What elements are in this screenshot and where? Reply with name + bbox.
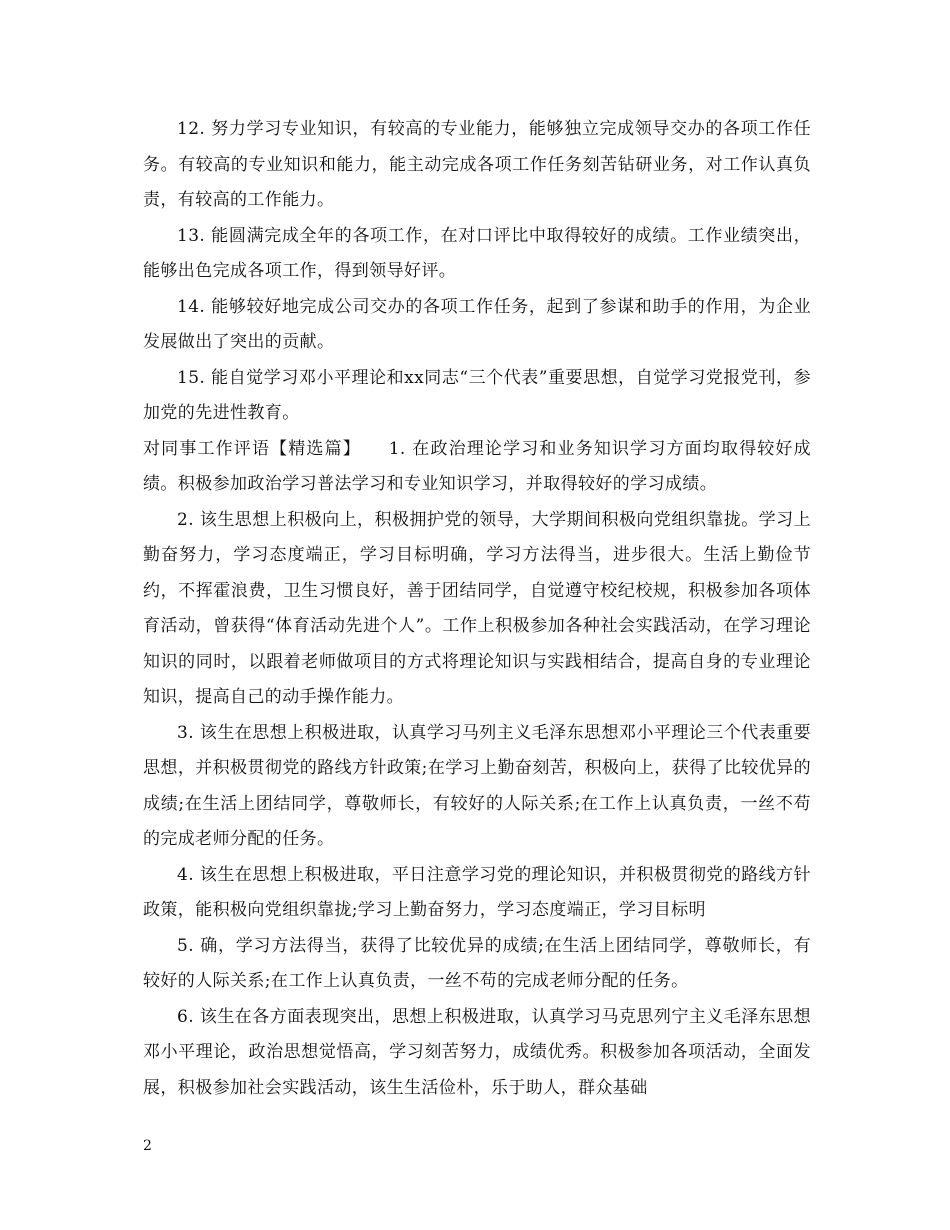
page-number: 2 [143,1138,152,1154]
paragraph-2: 2. 该生思想上积极向上，积极拥护党的领导，大学期间积极向党组织靠拢。学习上勤奋努力，学习态度端正，学习目标明确，学习方法得当，进步很大。生活上勤俭节约，不挥霍浪费，卫生习惯良好，善于团结同学，自觉遵守校纪校规，积极参加各项体育活动，曾获得“体育活动先进个人”。工作上积极参加各种社会实践活动，在学习理论知识的同时，以跟着老师做项目的方式将理论知识与实践相结合，提高自身的专业理论知识，提高自己的动手操作能力。 [143,509,811,707]
paragraph-14: 14. 能够较好地完成公司交办的各项工作任务，起到了参谋和助手的作用，为企业发展做出了突出的贡献。 [143,296,811,352]
paragraph-5: 5. 确，学习方法得当，获得了比较优异的成绩;在生活上团结同学，尊敬师长，有较好的人际关系;在工作上认真负责，一丝不苟的完成老师分配的任务。 [143,935,811,991]
paragraph-4: 4. 该生在思想上积极进取，平日注意学习党的理论知识，并积极贯彻党的路线方针政策，能积极向党组织靠拢;学习上勤奋努力，学习态度端正，学习目标明 [143,864,811,920]
document-body [143,112,811,1106]
paragraph-15: 15. 能自觉学习邓小平理论和xx同志“三个代表”重要思想，自觉学习党报党刊，参加党的先进性教育。 [143,367,811,423]
paragraph-12: 12. 努力学习专业知识，有较高的专业能力，能够独立完成领导交办的各项工作任务。有较高的专业知识和能力，能主动完成各项工作任务刻苦钻研业务，对工作认真负责，有较高的工作能力。 [143,119,811,210]
paragraph-6: 6. 该生在各方面表现突出，思想上积极进取，认真学习马克思列宁主义毛泽东思想邓小平理论，政治思想觉悟高，学习刻苦努力，成绩优秀。积极参加各项活动，全面发展，积极参加社会实践活动，该生生活俭朴，乐于助人，群众基础 [143,1006,811,1098]
paragraph-3: 3. 该生在思想上积极进取，认真学习马列主义毛泽东思想邓小平理论三个代表重要思想，并积极贯彻党的路线方针政策;在学习上勤奋刻苦，积极向上，获得了比较优异的成绩;在生活上团结同学，尊敬师长，有较好的人际关系;在工作上认真负责，一丝不苟的完成老师分配的任务。 [143,722,811,849]
paragraph-13: 13. 能圆满完成全年的各项工作，在对口评比中取得较好的成绩。工作业绩突出，能够出色完成各项工作，得到领导好评。 [143,225,811,281]
section-heading-paragraph: 对同事工作评语【精选篇】 1. 在政治理论学习和业务知识学习方面均取得较好成绩。积极参加政治学习普法学习和专业知识学习，并取得较好的学习成绩。 [143,438,811,494]
